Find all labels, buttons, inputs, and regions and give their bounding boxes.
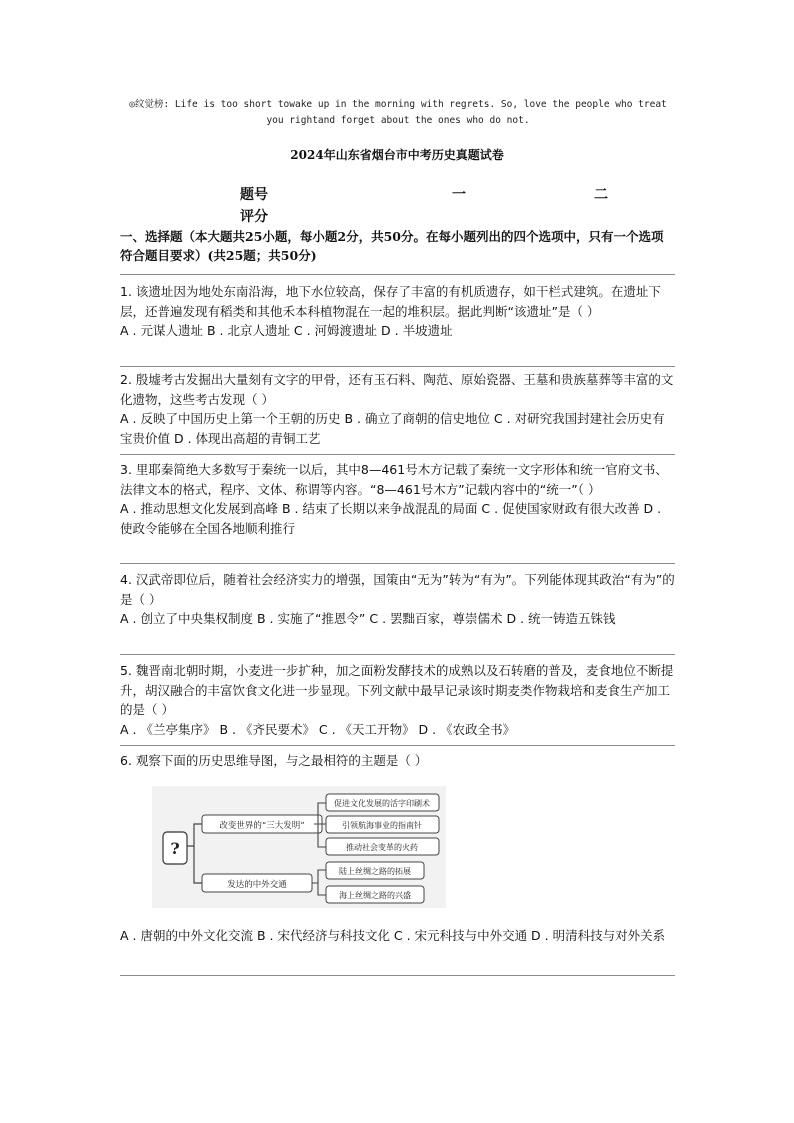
mind-map-figure bbox=[152, 786, 446, 908]
question-4 bbox=[120, 570, 675, 629]
question-3 bbox=[120, 460, 675, 538]
question-6-options-block bbox=[120, 926, 675, 946]
question-options: A . 创立了中央集权制度 B . 实施了“推恩令” C . 罢黜百家，尊崇儒术 D . 统一铸造五铢钱 bbox=[120, 611, 616, 626]
divider bbox=[120, 654, 675, 655]
page-title: 2024年山东省烟台市中考历史真题试卷 bbox=[290, 148, 504, 162]
question-options: A . 唐朝的中外文化交流 B . 宋代经济与科技文化 C . 宋元科技与中外交通 D . 明清科技与对外关系 bbox=[120, 928, 666, 943]
motto-line-2: you rightand forget about the ones who do not. bbox=[266, 115, 530, 126]
motto-header bbox=[118, 97, 678, 129]
motto-line-1: ◎纹觉榜: Life is too short towake up in the morning with regrets. So, love the people who treat bbox=[129, 99, 667, 110]
mind-map-branch-2: 发达的中外交通 bbox=[227, 880, 287, 890]
divider bbox=[120, 274, 675, 275]
question-stem: 5. 魏晋南北朝时期，小麦进一步扩种，加之面粉发酵技术的成熟以及石转磨的普及，麦食地位不断提升，胡汉融合的丰富饮食文化进一步显现。下列文献中最早记录该时期麦类作物栽培和麦食生产加工的是（ ） bbox=[120, 663, 674, 717]
question-stem: 4. 汉武帝即位后，随着社会经济实力的增强，国策由“无为”转为“有为”。下列能体现其政治“有为”的是（ ） bbox=[120, 572, 675, 607]
mind-map-branch-1: 改变世界的“三大发明” bbox=[219, 821, 305, 831]
divider bbox=[120, 366, 675, 367]
question-1 bbox=[120, 282, 675, 341]
mind-map-leaf-1: 促进文化发展的活字印刷术 bbox=[334, 799, 430, 808]
divider bbox=[120, 745, 675, 746]
question-2 bbox=[120, 370, 675, 448]
divider bbox=[120, 454, 675, 455]
score-header-col-2: 二 bbox=[594, 187, 608, 203]
score-row-label: 评分 bbox=[240, 209, 268, 225]
question-stem: 1. 该遗址因为地处东南沿海，地下水位较高，保存了丰富的有机质遗存，如干栏式建筑。在遗址下层，还普遍发现有稻类和其他禾本科植物混在一起的堆积层。据此判断“该遗址”是（ ） bbox=[120, 284, 661, 319]
question-stem: 3. 里耶秦简绝大多数写于秦统一以后，其中8—461号木方记载了秦统一文字形体和统一官府文书、法律文本的格式，程序、文体、称谓等内容。“8—461号木方”记载内容中的“统一”（ ） bbox=[120, 462, 668, 497]
question-stem: 2. 殷墟考古发掘出大量刻有文字的甲骨，还有玉石料、陶范、原始瓷器、王墓和贵族墓葬等丰富的文化遗物，这些考古发现（ ） bbox=[120, 372, 674, 407]
score-header-label: 题号 bbox=[240, 187, 268, 203]
question-5 bbox=[120, 661, 675, 739]
question-options: A . 推动思想文化发展到高峰 B . 结束了长期以来争战混乱的局面 C . 促使国家财政有很大改善 D . 使政令能够在全国各地顺利推行 bbox=[120, 501, 662, 536]
section-heading: 一、选择题（本大题共25小题，每小题2分，共50分。在每小题列出的四个选项中，只有一个选项符合题目要求）(共25题；共50分) bbox=[120, 229, 664, 263]
score-header-col-1: 一 bbox=[452, 187, 466, 203]
mind-map-root: ? bbox=[170, 839, 180, 858]
question-stem: 6. 观察下面的历史思维导图，与之最相符的主题是（ ） bbox=[120, 753, 428, 768]
divider bbox=[120, 975, 675, 976]
mind-map-leaf-4: 陆上丝绸之路的拓展 bbox=[339, 867, 411, 876]
mind-map-leaf-2: 引领航海事业的指南针 bbox=[342, 821, 422, 830]
mind-map-svg bbox=[152, 786, 446, 908]
mind-map-leaf-5: 海上丝绸之路的兴盛 bbox=[339, 891, 411, 900]
question-options: A . 《兰亭集序》 B . 《齐民要术》 C . 《天工开物》 D . 《农政全书》 bbox=[120, 721, 516, 737]
question-options: A . 反映了中国历史上第一个王朝的历史 B . 确立了商朝的信史地位 C . 对研究我国封建社会历史有宝贵价值 D . 体现出高超的青铜工艺 bbox=[120, 411, 665, 446]
mind-map-leaf-3: 推动社会变革的火药 bbox=[346, 843, 418, 852]
divider bbox=[120, 563, 675, 564]
question-6-stem-block bbox=[120, 751, 675, 771]
question-options: A . 元谋人遗址 B . 北京人遗址 C . 河姆渡遗址 D . 半坡遗址 bbox=[120, 323, 453, 338]
